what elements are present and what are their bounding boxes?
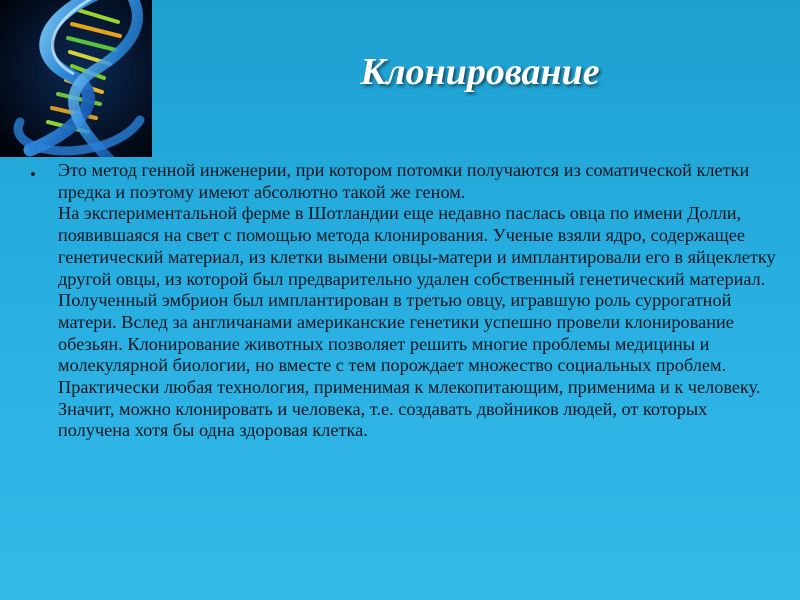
dna-helix-icon — [0, 0, 152, 157]
paragraph-definition: Это метод генной инженерии, при котором потомки получаются из соматической клетки предка и поэтому имеют абсолютно такой же геном. — [58, 160, 750, 202]
paragraph-human-cloning: Практически любая технология, применимая к млекопитающим, применима и к человеку. Значит, можно клонировать и человека, т.е. создавать двойников людей, от которых получена хотя бы одна здоровая клетка. — [58, 377, 761, 441]
slide-body-text — [58, 160, 783, 442]
paragraph-dolly: На экспериментальной ферме в Шотландии еще недавно паслась овца по имени Долли, появившаяся на свет с помощью метода клонирования. Ученые взяли ядро, содержащее генетический материал, из клетки вымени овцы-матери и имплантировали его в яйцеклетку другой овцы, из которой был предварительно удален собственный генетический материал. Полученный эмбрион был имплантирован в третью овцу, игравшую роль суррогатной матери. Вслед за англичанами американские генетики успешно провели клонирование обезьян. Клонирование животных позволяет решить многие проблемы медицины и молекулярной биологии, но вместе с тем порождает множество социальных проблем. — [58, 203, 776, 376]
bullet-icon: • — [30, 165, 36, 184]
slide-title: Клонирование — [360, 51, 600, 93]
dna-helix-image — [0, 0, 152, 157]
